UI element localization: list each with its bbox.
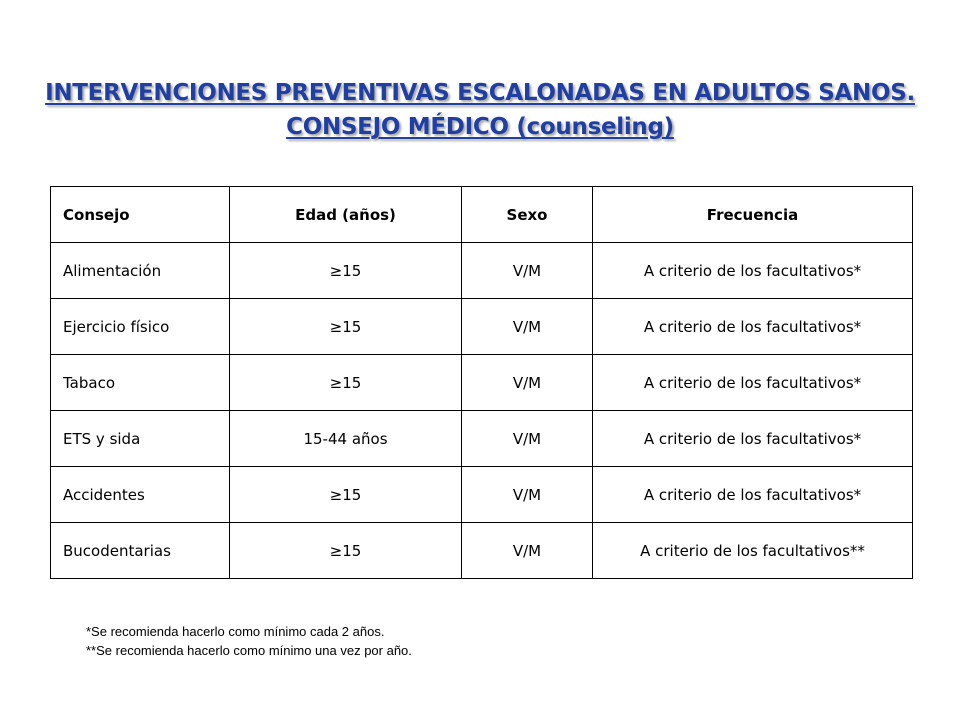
cell-edad: 15-44 años [230, 411, 462, 467]
cell-frecuencia: A criterio de los facultativos* [593, 243, 913, 299]
header-edad: Edad (años) [230, 187, 462, 243]
table-row [51, 299, 913, 355]
table-row [51, 243, 913, 299]
header-sexo: Sexo [462, 187, 593, 243]
cell-sexo: V/M [462, 467, 593, 523]
cell-consejo: Tabaco [51, 355, 230, 411]
title-line-1: INTERVENCIONES PREVENTIVAS ESCALONADAS EN ADULTOS SANOS. [45, 80, 915, 106]
cell-sexo: V/M [462, 523, 593, 579]
cell-edad: ≥15 [230, 355, 462, 411]
page-title [0, 76, 960, 144]
cell-sexo: V/M [462, 299, 593, 355]
cell-edad: ≥15 [230, 523, 462, 579]
cell-frecuencia: A criterio de los facultativos* [593, 355, 913, 411]
cell-frecuencia: A criterio de los facultativos* [593, 299, 913, 355]
cell-consejo: Accidentes [51, 467, 230, 523]
cell-consejo: ETS y sida [51, 411, 230, 467]
cell-sexo: V/M [462, 411, 593, 467]
footnote-1: *Se recomienda hacerlo como mínimo cada 2 años. [86, 624, 385, 639]
cell-consejo: Bucodentarias [51, 523, 230, 579]
cell-consejo: Ejercicio físico [51, 299, 230, 355]
cell-sexo: V/M [462, 243, 593, 299]
table-row [51, 411, 913, 467]
cell-edad: ≥15 [230, 467, 462, 523]
footnote-2: **Se recomienda hacerlo como mínimo una vez por año. [86, 643, 412, 658]
counseling-table [50, 186, 913, 579]
cell-edad: ≥15 [230, 299, 462, 355]
header-consejo: Consejo [51, 187, 230, 243]
table-row [51, 467, 913, 523]
cell-edad: ≥15 [230, 243, 462, 299]
cell-consejo: Alimentación [51, 243, 230, 299]
cell-frecuencia: A criterio de los facultativos** [593, 523, 913, 579]
table-row [51, 355, 913, 411]
table-header-row [51, 187, 913, 243]
cell-frecuencia: A criterio de los facultativos* [593, 467, 913, 523]
table-row [51, 523, 913, 579]
cell-frecuencia: A criterio de los facultativos* [593, 411, 913, 467]
title-line-2: CONSEJO MÉDICO (counseling) [286, 114, 674, 140]
cell-sexo: V/M [462, 355, 593, 411]
header-frecuencia: Frecuencia [593, 187, 913, 243]
counseling-table-container [50, 186, 913, 579]
footnotes [86, 622, 412, 660]
